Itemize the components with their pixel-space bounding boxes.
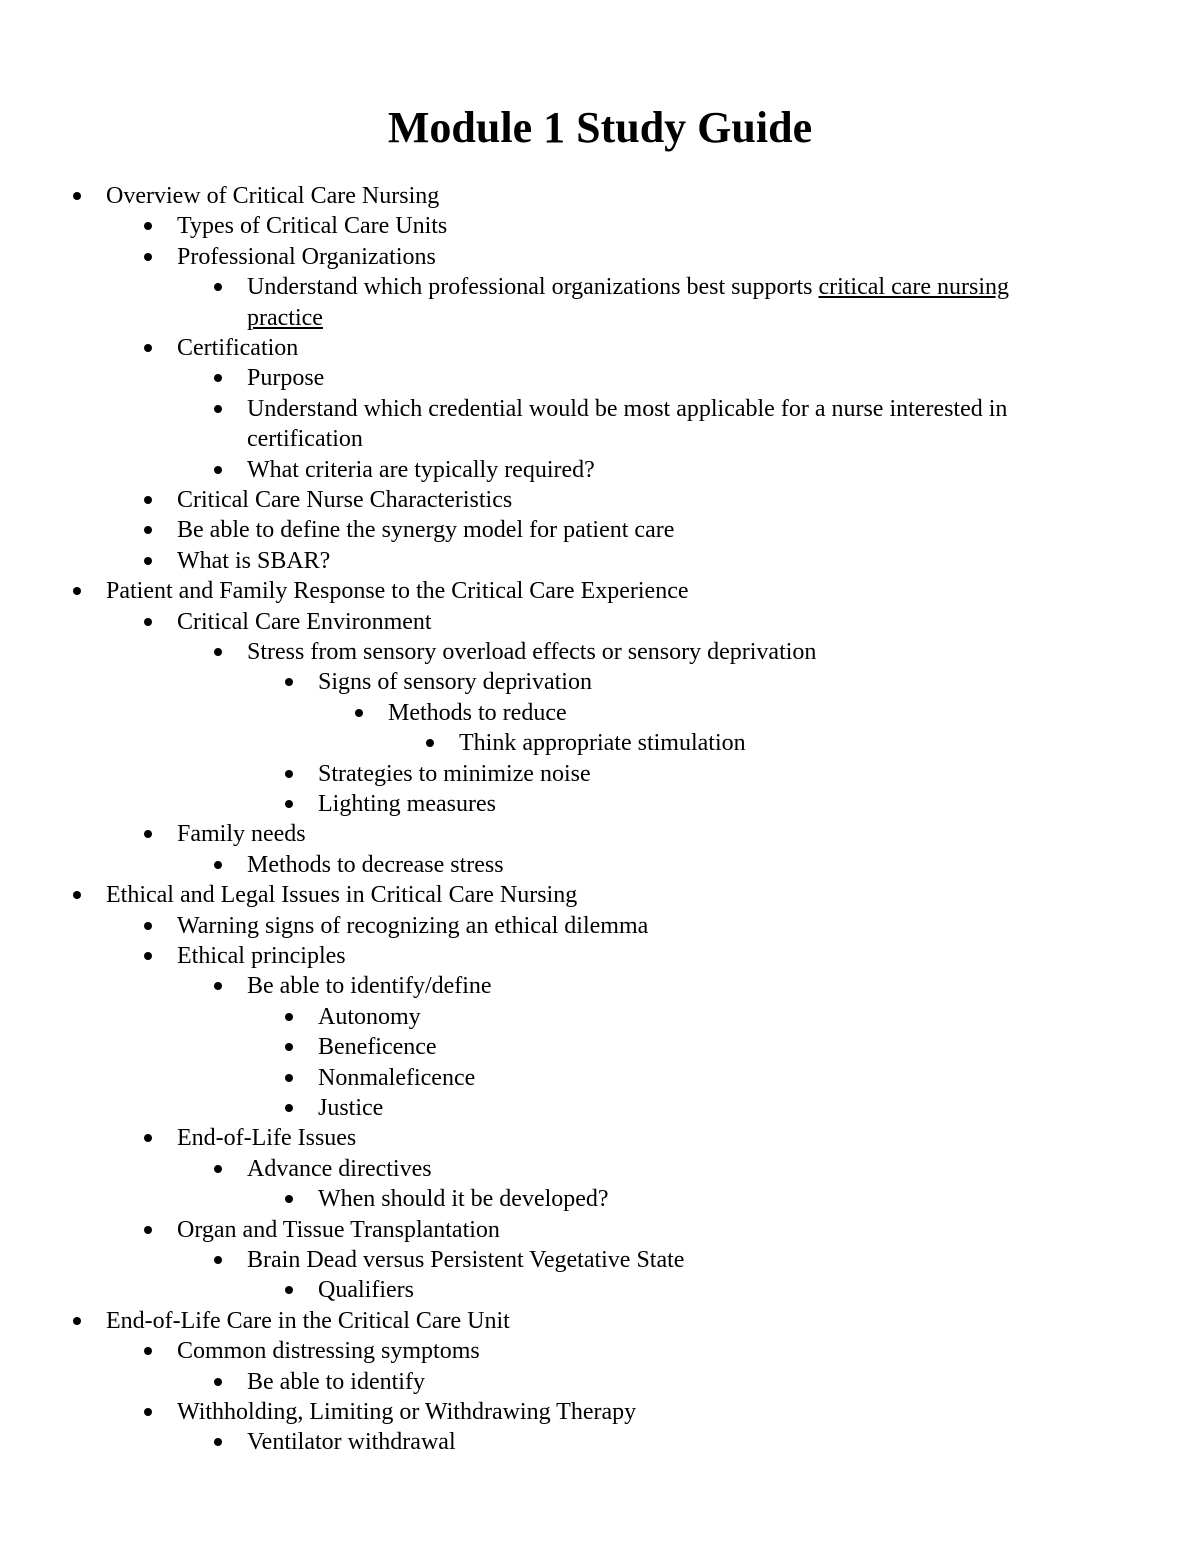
bullet-icon — [214, 1438, 222, 1446]
bullet-icon — [285, 1286, 293, 1294]
bullet-icon — [144, 618, 152, 626]
outline-item-text: Types of Critical Care Units — [177, 213, 448, 240]
bullet-icon — [73, 891, 81, 899]
bullet-icon — [426, 739, 434, 747]
outline-item-text: Be able to identify — [247, 1368, 425, 1395]
bullet-icon — [73, 587, 81, 595]
outline-item-text: Organ and Tissue Transplantation — [177, 1216, 500, 1243]
outline-item-text: Signs of sensory deprivation — [318, 669, 592, 696]
outline-item-continuation — [247, 424, 363, 455]
outline-item-level-1 — [177, 546, 330, 577]
outline-item-text: Stress from sensory overload effects or sensory deprivation — [247, 639, 817, 665]
outline-item-text: Purpose — [247, 365, 325, 392]
bullet-icon — [214, 405, 222, 413]
outline-item-text: Warning signs of recognizing an ethical dilemma — [177, 912, 649, 939]
continuation-text: practice — [247, 304, 323, 331]
outline-item-level-2 — [247, 1367, 425, 1398]
outline-item-text: Certification — [177, 335, 299, 361]
bullet-icon — [144, 557, 152, 565]
outline-item-level-3 — [318, 667, 592, 698]
outline-item-level-5 — [459, 728, 746, 759]
bullet-icon — [144, 496, 152, 504]
bullet-icon — [214, 982, 222, 990]
bullet-icon — [144, 922, 152, 930]
outline-item-text: Be able to identify/define — [247, 973, 492, 1000]
bullet-icon — [285, 678, 293, 686]
outline-item-level-4 — [388, 698, 567, 729]
outline-item-level-0 — [106, 1306, 510, 1337]
bullet-icon — [214, 374, 222, 382]
outline-item-text: What criteria are typically required? — [247, 456, 595, 483]
bullet-icon — [144, 1226, 152, 1234]
bullet-icon — [144, 830, 152, 838]
outline-item-text: Withholding, Limiting or Withdrawing Therapy — [177, 1399, 637, 1425]
bullet-icon — [285, 1195, 293, 1203]
outline-item-level-1 — [177, 1397, 636, 1428]
bullet-icon — [285, 800, 293, 808]
bullet-icon — [144, 1134, 152, 1142]
outline-item-text: Advance directives — [247, 1155, 432, 1182]
outline-item-level-2 — [247, 455, 595, 486]
outline-item-text: Qualifiers — [318, 1277, 414, 1304]
bullet-icon — [144, 344, 152, 352]
outline-item-text: Professional Organizations — [177, 243, 436, 270]
outline-item-level-1 — [177, 911, 648, 942]
bullet-icon — [214, 1165, 222, 1173]
bullet-icon — [144, 222, 152, 230]
outline-item-level-3 — [318, 789, 496, 820]
outline-item-text: Ethical and Legal Issues in Critical Care Nursing — [106, 882, 578, 909]
bullet-icon — [214, 283, 222, 291]
outline-item-level-2 — [247, 850, 504, 881]
outline-item-text: Family needs — [177, 821, 306, 848]
outline-item-text: Be able to define the synergy model for patient care — [177, 517, 675, 544]
bullet-icon — [144, 952, 152, 960]
bullet-icon — [285, 1013, 293, 1021]
outline-item-level-2 — [247, 363, 324, 394]
outline-item-level-1 — [177, 515, 674, 546]
outline-item-level-2 — [247, 394, 1007, 425]
bullet-icon — [144, 526, 152, 534]
bullet-icon — [214, 861, 222, 869]
outline-item-text: Overview of Critical Care Nursing — [106, 183, 440, 209]
outline-item-text: Critical Care Nurse Characteristics — [177, 487, 513, 513]
bullet-icon — [355, 709, 363, 717]
bullet-icon — [285, 770, 293, 778]
outline-item-level-1 — [177, 1215, 500, 1246]
bullet-icon — [214, 648, 222, 656]
outline-item-level-1 — [177, 211, 447, 242]
outline-item-level-1 — [177, 941, 346, 972]
bullet-icon — [214, 1256, 222, 1264]
outline-item-text: End-of-Life Issues — [177, 1125, 357, 1152]
bullet-icon — [144, 253, 152, 261]
outline-item-level-3 — [318, 1002, 421, 1033]
outline-item-text: Understand which credential would be most applicable for a nurse interested in — [247, 395, 1008, 422]
outline-item-level-0 — [106, 181, 439, 212]
outline-item-level-2 — [247, 1245, 684, 1276]
outline-item-text: What is SBAR? — [177, 547, 331, 574]
outline-item-text: End-of-Life Care in the Critical Care Unit — [106, 1307, 510, 1334]
bullet-icon — [214, 466, 222, 474]
outline-item-text: Methods to reduce — [388, 699, 567, 726]
bullet-icon — [144, 1347, 152, 1355]
outline-item-level-2 — [247, 1427, 456, 1458]
outline-item-level-2 — [247, 1154, 432, 1185]
outline-item-text: Think appropriate stimulation — [459, 730, 746, 757]
outline-item-level-3 — [318, 759, 591, 790]
outline-item-text: Ethical principles — [177, 943, 346, 969]
outline-item-level-3 — [318, 1063, 475, 1094]
outline-item-text: Autonomy — [318, 1003, 421, 1030]
outline-item-text: Beneficence — [318, 1034, 437, 1061]
outline-item-level-1 — [177, 485, 512, 516]
bullet-icon — [73, 1317, 81, 1325]
outline-item-text: When should it be developed? — [318, 1186, 609, 1213]
outline-item-text: Lighting measures — [318, 791, 496, 817]
page-title: Module 1 Study Guide — [387, 103, 813, 152]
outline-item-text: Ventilator withdrawal — [247, 1429, 456, 1456]
outline-item-level-1 — [177, 819, 306, 850]
outline-item-text: Justice — [318, 1095, 384, 1121]
outline-item-text: Methods to decrease stress — [247, 851, 504, 878]
outline-item-level-0 — [106, 880, 577, 911]
outline-item-level-1 — [177, 1336, 480, 1367]
outline-item-level-2 — [247, 971, 492, 1002]
outline-item-text: Critical Care Environment — [177, 608, 432, 635]
outline-item-text: Common distressing symptoms — [177, 1338, 480, 1365]
outline-item-level-3 — [318, 1032, 437, 1063]
bullet-icon — [285, 1043, 293, 1051]
bullet-icon — [73, 192, 81, 200]
outline-item-level-1 — [177, 1123, 356, 1154]
outline-item-level-3 — [318, 1093, 383, 1124]
bullet-icon — [285, 1104, 293, 1112]
outline-item-text: Brain Dead versus Persistent Vegetative State — [247, 1247, 685, 1273]
outline-item-level-2 — [247, 272, 1009, 303]
outline-item-level-1 — [177, 607, 432, 638]
outline-item-level-1 — [177, 242, 436, 273]
outline-item-level-0 — [106, 576, 689, 607]
continuation-text: certification — [247, 426, 363, 453]
bullet-icon — [144, 1408, 152, 1416]
outline-item-text: Strategies to minimize noise — [318, 760, 591, 787]
underlined-text: critical care nursing — [818, 274, 1010, 301]
outline-item-level-1 — [177, 333, 298, 364]
bullet-icon — [214, 1378, 222, 1386]
outline-item-continuation — [247, 303, 323, 334]
bullet-icon — [285, 1074, 293, 1082]
outline-item-level-2 — [247, 637, 816, 668]
outline-item-level-3 — [318, 1275, 414, 1306]
outline-item-level-3 — [318, 1184, 609, 1215]
outline-item-text: Patient and Family Response to the Critical Care Experience — [106, 578, 689, 605]
outline-item-text: Understand which professional organizations best supports — [247, 274, 819, 301]
outline-item-text: Nonmaleficence — [318, 1064, 476, 1091]
